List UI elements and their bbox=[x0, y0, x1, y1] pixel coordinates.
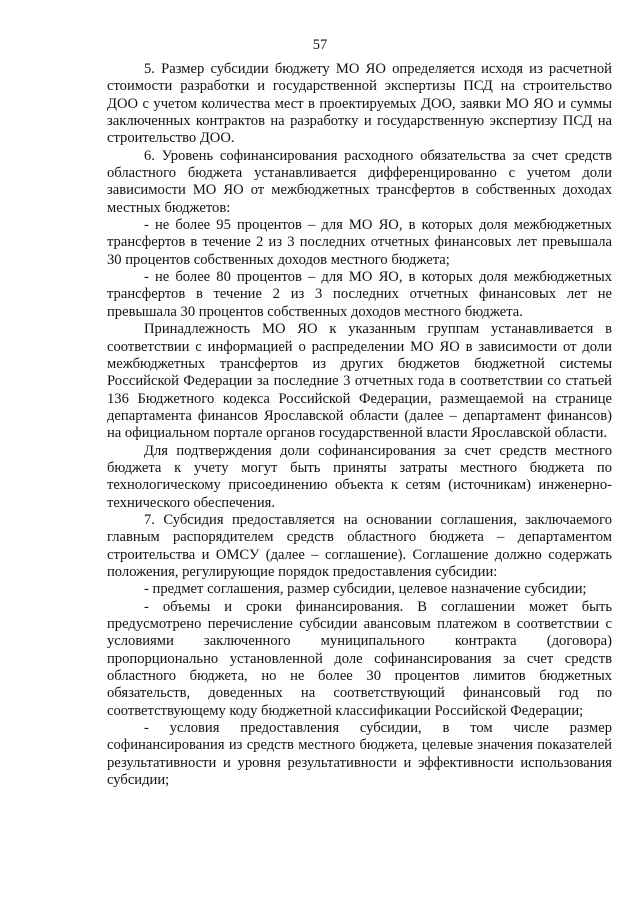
paragraph-subsidy-size: 5. Размер субсидии бюджету МО ЯО определяется исходя из расчетной стоимости разработки и государственной экспертизы ПСД на строительство ДОО с учетом количества мест в проектируемых ДОО, заявки МО ЯО и суммы заключенных контрактов на разработку и государственную экспертизу ПСД на строительство ДОО. bbox=[107, 61, 612, 147]
list-item-provision-conditions: - условия предоставления субсидии, в том числе размер софинансирования из средств местного бюджета, целевые значения показателей результативности и уровня результативности и эффективности использования субсидии; bbox=[107, 720, 612, 789]
paragraph-subsidy-agreement: 7. Субсидия предоставляется на основании соглашения, заключаемого главным распорядителем средств областного бюджета – департаментом строительства и ОМСУ (далее – соглашение). Соглашение должно содержать положения, регулирующие порядок предоставления субсидии: bbox=[107, 511, 612, 580]
list-item-95-percent: - не более 95 процентов – для МО ЯО, в которых доля межбюджетных трансфертов в течение 2 из 3 последних отчетных финансовых лет превышала 30 процентов собственных доходов местного бюджета; bbox=[107, 217, 612, 268]
list-item-80-percent: - не более 80 процентов – для МО ЯО, в которых доля межбюджетных трансфертов в течение 2 из 3 последних отчетных финансовых лет не превышала 30 процентов собственных доходов местного бюджета. bbox=[107, 269, 612, 320]
document-body bbox=[107, 61, 612, 789]
page-number: 57 bbox=[312, 37, 328, 53]
paragraph-cofinancing-confirmation: Для подтверждения доли софинансирования за счет средств местного бюджета к учету могут быть приняты затраты местного бюджета по технологическому присоединению объекта к сетям (источникам) инженерно-технического обеспечения. bbox=[107, 442, 612, 511]
list-item-agreement-subject: - предмет соглашения, размер субсидии, целевое назначение субсидии; bbox=[144, 581, 587, 598]
paragraph-cofinancing-level: 6. Уровень софинансирования расходного обязательства за счет средств областного бюджета устанавливается дифференцированно с учетом доли зависимости МО ЯО от межбюджетных трансфертов в собственных доходах местных бюджетов: bbox=[107, 147, 612, 216]
list-item-volumes-and-terms: - объемы и сроки финансирования. В соглашении может быть предусмотрено перечисление субсидии авансовым платежом в соответствии с условиями заключенного муниципального контракта (договора) пропорционально установленной доле софинансирования за счет средств областного бюджета, но не более 30 процентов лимитов бюджетных обязательств, доведенных на соответствующий финансовый год по соответствующему коду бюджетной классификации Российской Федерации; bbox=[107, 598, 612, 719]
paragraph-group-membership: Принадлежность МО ЯО к указанным группам устанавливается в соответствии с информацией о распределении МО ЯО в зависимости от доли межбюджетных трансфертов из других бюджетов бюджетной системы Российской Федерации за последние 3 отчетных года в соответствии со статьей 136 Бюджетного кодекса Российской Федерации, размещаемой на странице департамента финансов Ярославской области (далее – департамент финансов) на официальном портале органов государственной власти Ярославской области. bbox=[107, 321, 612, 442]
